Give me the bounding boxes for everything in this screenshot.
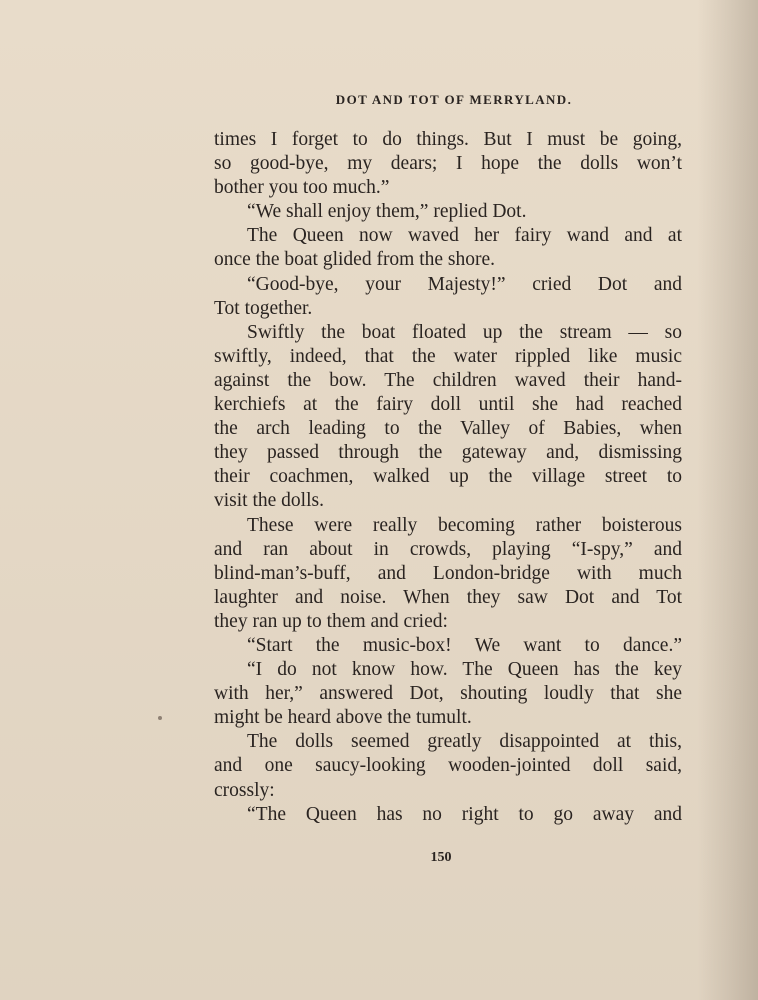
text-line: times I forget to do things. But I must be going, <box>214 129 682 150</box>
text-line: once the boat glided from the shore. <box>214 249 496 271</box>
text-line: so good-bye, my dears; I hope the dolls won’t <box>214 153 682 175</box>
text-line: blind-man’s-buff, and London-bridge with much <box>214 562 682 584</box>
text-line: might be heard above the tumult. <box>214 707 472 729</box>
text-line: laughter and noise. When they saw Dot and Tot <box>214 586 682 608</box>
text-line: “Start the music-box! We want to dance.” <box>247 634 682 656</box>
text-line: against the bow. The children waved their hand- <box>214 369 682 391</box>
text-line: The dolls seemed greatly disappointed at this, <box>247 731 682 753</box>
text-line: the arch leading to the Valley of Babies, when <box>214 418 682 440</box>
text-line: they passed through the gateway and, dismissing <box>214 442 682 464</box>
text-line: Tot together. <box>214 297 313 319</box>
text-line: “We shall enjoy them,” replied Dot. <box>247 201 527 223</box>
text-line: These were really becoming rather boisterous <box>247 514 682 536</box>
text-line: visit the dolls. <box>214 490 324 512</box>
text-line: “I do not know how. The Queen has the key <box>247 659 682 681</box>
body-text <box>214 128 682 827</box>
text-line: kerchiefs at the fairy doll until she had reached <box>214 394 682 416</box>
page-number: 150 <box>430 850 452 865</box>
paper-speck <box>158 716 162 720</box>
text-line: with her,” answered Dot, shouting loudly that she <box>214 683 682 705</box>
text-line: they ran up to them and cried: <box>214 610 448 632</box>
text-line: “The Queen has no right to go away and <box>247 803 682 825</box>
text-line: The Queen now waved her fairy wand and at <box>247 225 682 247</box>
text-line: swiftly, indeed, that the water rippled like music <box>214 345 682 367</box>
running-header: DOT AND TOT OF MERRYLAND. <box>335 92 573 107</box>
text-line: and ran about in crowds, playing “I-spy,” and <box>214 538 682 560</box>
text-line: “Good-bye, your Majesty!” cried Dot and <box>247 273 682 295</box>
text-line: bother you too much.” <box>214 177 390 199</box>
text-line: Swiftly the boat floated up the stream — so <box>247 321 682 343</box>
text-line: their coachmen, walked up the village street to <box>214 466 682 488</box>
text-line: crossly: <box>214 779 275 801</box>
text-line: and one saucy-looking wooden-jointed doll said, <box>214 755 682 777</box>
